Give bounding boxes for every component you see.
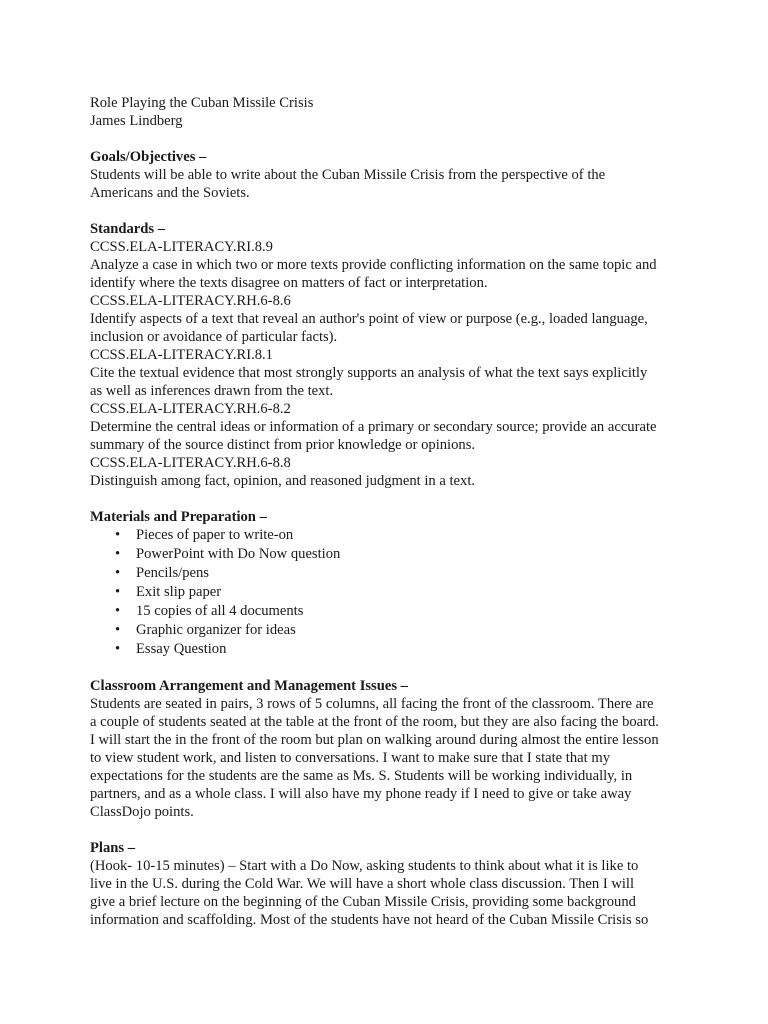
standard-description: identify where the texts disagree on matters of fact or interpretation.	[90, 275, 488, 291]
standard-code: CCSS.ELA-LITERACY.RI.8.9	[90, 239, 273, 255]
list-item-text: Essay Question	[136, 641, 227, 657]
bullet-icon: •	[115, 603, 121, 619]
classroom-heading: Classroom Arrangement and Management Issues –	[90, 678, 408, 694]
list-item-text: PowerPoint with Do Now question	[136, 546, 341, 562]
list-item-text: 15 copies of all 4 documents	[136, 603, 304, 619]
standard-code: CCSS.ELA-LITERACY.RH.6-8.6	[90, 293, 291, 309]
list-item-text: Pencils/pens	[136, 565, 209, 581]
paragraph-line: (Hook- 10-15 minutes) – Start with a Do Now, asking students to think about what it is like to	[90, 858, 639, 874]
goals-line: Students will be able to write about the Cuban Missile Crisis from the perspective of the	[90, 167, 606, 183]
bullet-icon: •	[115, 565, 121, 581]
standards-text	[90, 238, 690, 490]
document-body	[90, 94, 690, 929]
standard-code: CCSS.ELA-LITERACY.RH.6-8.2	[90, 401, 291, 417]
paragraph-line: a couple of students seated at the table at the front of the room, but they are also facing the board.	[90, 714, 659, 730]
plans-heading: Plans –	[90, 840, 136, 856]
list-item	[90, 640, 690, 659]
list-item	[90, 564, 690, 583]
paragraph-line: Students are seated in pairs, 3 rows of 5 columns, all facing the front of the classroom. There are	[90, 696, 654, 712]
list-item-text: Graphic organizer for ideas	[136, 622, 296, 638]
list-item	[90, 583, 690, 602]
paragraph-line: expectations for the students are the same as Ms. S. Students will be working individually, in	[90, 768, 633, 784]
goals-heading: Goals/Objectives –	[90, 149, 207, 165]
paragraph-line: I will start the in the front of the room but plan on walking around during almost the entire lesson	[90, 732, 659, 748]
standard-code: CCSS.ELA-LITERACY.RH.6-8.8	[90, 455, 291, 471]
standards-heading: Standards –	[90, 221, 166, 237]
materials-list	[90, 526, 690, 659]
bullet-icon: •	[115, 527, 121, 543]
bullet-icon: •	[115, 622, 121, 638]
list-item	[90, 621, 690, 640]
paragraph-line: partners, and as a whole class. I will also have my phone ready if I need to give or take away	[90, 786, 632, 802]
standard-description: Distinguish among fact, opinion, and reasoned judgment in a text.	[90, 473, 476, 489]
bullet-icon: •	[115, 584, 121, 600]
list-item	[90, 545, 690, 564]
paragraph-line: information and scaffolding. Most of the students have not heard of the Cuban Missile Crisis so	[90, 912, 649, 928]
bullet-icon: •	[115, 641, 121, 657]
document-author: James Lindberg	[90, 113, 183, 129]
bullet-icon: •	[115, 546, 121, 562]
standard-description: as well as inferences drawn from the text.	[90, 383, 334, 399]
goals-text	[90, 166, 690, 202]
list-item-text: Exit slip paper	[136, 584, 222, 600]
standard-description: Determine the central ideas or information of a primary or secondary source; provide an accurate	[90, 419, 657, 435]
list-item	[90, 526, 690, 545]
paragraph-line: to view student work, and listen to conversations. I want to make sure that I state that my	[90, 750, 610, 766]
standard-description: Analyze a case in which two or more texts provide conflicting information on the same topic and	[90, 257, 657, 273]
classroom-text	[90, 695, 690, 821]
paragraph-line: ClassDojo points.	[90, 804, 194, 820]
paragraph-line: give a brief lecture on the beginning of the Cuban Missile Crisis, providing some background	[90, 894, 636, 910]
document-title: Role Playing the Cuban Missile Crisis	[90, 95, 314, 111]
standard-code: CCSS.ELA-LITERACY.RI.8.1	[90, 347, 273, 363]
standard-description: inclusion or avoidance of particular facts).	[90, 329, 338, 345]
plans-text	[90, 857, 690, 929]
goals-line: Americans and the Soviets.	[90, 185, 250, 201]
paragraph-line: live in the U.S. during the Cold War. We will have a short whole class discussion. Then I will	[90, 876, 635, 892]
standard-description: summary of the source distinct from prior knowledge or opinions.	[90, 437, 476, 453]
list-item-text: Pieces of paper to write-on	[136, 527, 294, 543]
list-item	[90, 602, 690, 621]
standard-description: Identify aspects of a text that reveal an author's point of view or purpose (e.g., loaded language,	[90, 311, 648, 327]
materials-heading: Materials and Preparation –	[90, 509, 267, 525]
standard-description: Cite the textual evidence that most strongly supports an analysis of what the text says explicitly	[90, 365, 648, 381]
